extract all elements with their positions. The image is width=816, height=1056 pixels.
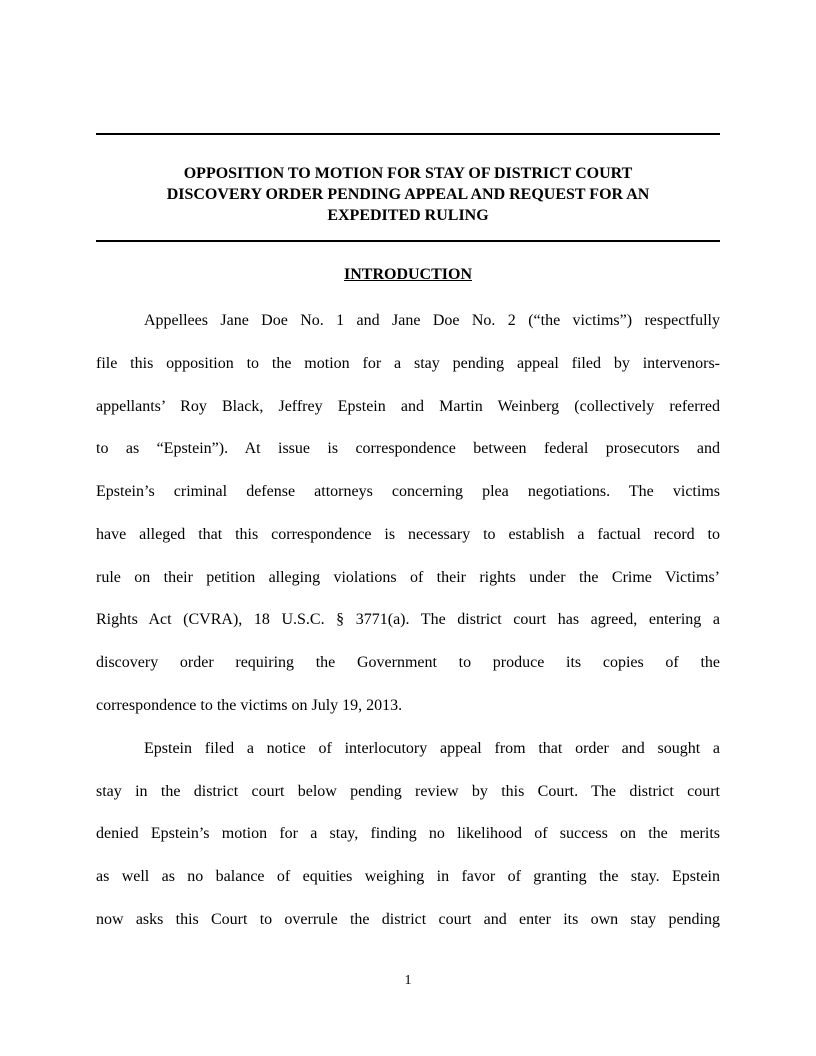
title-line: DISCOVERY ORDER PENDING APPEAL AND REQUEST FOR AN [166,186,650,203]
text-line: now asks this Court to overrule the district court and enter its own stay pending [96,911,720,928]
text-line: Epstein’s criminal defense attorneys concerning plea negotiations. The victims [96,483,720,500]
text-line: file this opposition to the motion for a stay pending appeal filed by intervenors- [96,355,720,372]
title-rule-bottom [96,240,720,242]
text-line: have alleged that this correspondence is necessary to establish a factual record to [96,526,720,543]
text-line: correspondence to the victims on July 19, 2013. [96,697,403,714]
page-number: 1 [404,973,412,988]
text-line: to as “Epstein”). At issue is correspondence between federal prosecutors and [96,440,720,457]
text-line: Epstein filed a notice of interlocutory appeal from that order and sought a [144,740,720,757]
text-line: rule on their petition alleging violations of their rights under the Crime Victims’ [96,569,720,586]
text-line: discovery order requiring the Government to produce its copies of the [96,654,720,671]
text-line: Appellees Jane Doe No. 1 and Jane Doe No. 2 (“the victims”) respectfully [144,312,720,329]
text-line: stay in the district court below pending review by this Court. The district court [96,783,720,800]
document-title [96,163,720,226]
text-line: Rights Act (CVRA), 18 U.S.C. § 3771(a). The district court has agreed, entering a [96,611,720,628]
title-line: OPPOSITION TO MOTION FOR STAY OF DISTRICT COURT [183,165,633,182]
text-line: appellants’ Roy Black, Jeffrey Epstein and Martin Weinberg (collectively referred [96,398,720,415]
text-line: denied Epstein’s motion for a stay, finding no likelihood of success on the merits [96,825,720,842]
text-line: as well as no balance of equities weighing in favor of granting the stay. Epstein [96,868,720,885]
title-line: EXPEDITED RULING [327,207,489,224]
title-rule-top [96,133,720,135]
section-heading: INTRODUCTION [343,266,472,283]
